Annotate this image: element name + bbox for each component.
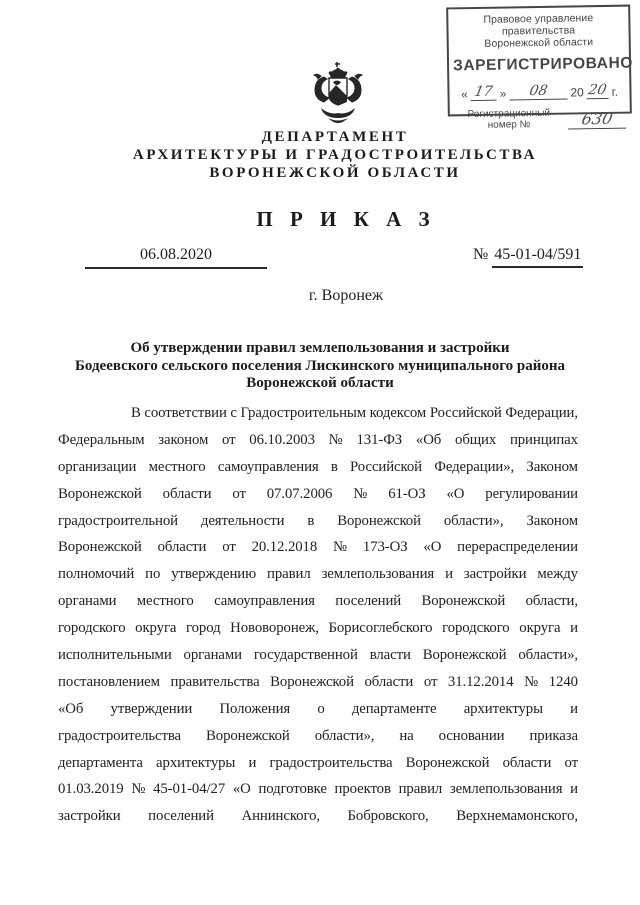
stamp-month-value: 08 bbox=[527, 82, 549, 100]
body-line: полномочий по утверждению правил землепользования и застройки между bbox=[58, 566, 578, 583]
doc-subject-title bbox=[58, 340, 582, 393]
stamp-date-row bbox=[453, 82, 625, 102]
stamp-regnumber-label: Регистрационный номер № bbox=[467, 107, 551, 131]
doc-number-field bbox=[473, 246, 583, 264]
stamp-day-value: 17 bbox=[473, 83, 495, 101]
stamp-year-prefix: 20 bbox=[570, 85, 584, 100]
org-name-line: ДЕПАРТАМЕНТ bbox=[261, 129, 409, 145]
coat-of-arms-icon bbox=[308, 62, 368, 124]
body-line: исполнительными органами государственной власти Воронежской области», bbox=[58, 647, 578, 664]
org-name bbox=[60, 128, 610, 182]
body-line: постановлением правительства Воронежской области от 31.12.2014 № 1240 bbox=[58, 673, 578, 690]
org-name-line: АРХИТЕКТУРЫ И ГРАДОСТРОИТЕЛЬСТВА bbox=[132, 147, 538, 163]
body-line: Воронежской области от 20.12.2018 № 173-ОЗ «О перераспределении bbox=[58, 539, 578, 556]
org-name-line: ВОРОНЕЖСКОЙ ОБЛАСТИ bbox=[209, 165, 461, 181]
body-line: 01.03.2019 № 45-01-04/27 «О подготовке проектов правил землепользования и bbox=[58, 781, 578, 798]
body-line: Федеральным законом от 06.10.2003 № 131-ФЗ «Об общих принципах bbox=[58, 431, 578, 448]
body-line: застройки поселений Аннинского, Бобровского, Верхнемамонского, bbox=[58, 808, 578, 825]
doc-date-field: 06.08.2020 bbox=[85, 246, 267, 269]
body-line: градостроительной деятельности в Воронежской области», Законом bbox=[58, 512, 578, 529]
stamp-quote-open: « bbox=[460, 87, 468, 102]
stamp-year-label: г. bbox=[611, 84, 619, 99]
stamp-org-line2: Воронежской области bbox=[484, 36, 594, 50]
subject-line: Об утверждении правил землепользования и застройки bbox=[130, 340, 510, 356]
subject-line: Воронежской области bbox=[246, 375, 394, 391]
stamp-regnumber-field bbox=[568, 109, 626, 130]
body-line: департамента архитектуры и градостроительства Воронежской области от bbox=[58, 754, 578, 771]
body-line: органами местного самоуправления поселений Воронежской области, bbox=[58, 593, 578, 610]
stamp-day-field bbox=[471, 84, 497, 101]
body-line: организации местного самоуправления в Российской Федерации», Законом bbox=[58, 458, 578, 475]
doc-number-label: № bbox=[473, 246, 489, 263]
doc-city: г. Воронеж bbox=[308, 287, 384, 304]
stamp-org-line1: Правовое управление правительства bbox=[483, 12, 594, 38]
stamp-year-value: 20 bbox=[587, 81, 609, 99]
body-line: градостроительства Воронежской области», на основании приказа bbox=[58, 727, 578, 744]
body-line: «Об утверждении Положения о департаменте архитектуры и bbox=[58, 700, 578, 717]
stamp-regnumber-value: 630 bbox=[579, 108, 615, 129]
body-paragraph bbox=[58, 400, 578, 830]
stamp-month-field bbox=[509, 83, 567, 101]
subject-line: Бодеевского сельского поселения Лискинского муниципального района bbox=[74, 357, 566, 374]
doc-number-value: 45-01-04/591 bbox=[492, 246, 583, 268]
stamp-registered-label: ЗАРЕГИСТРИРОВАНО bbox=[452, 54, 634, 75]
registration-stamp bbox=[446, 5, 634, 131]
stamp-quote-close: » bbox=[499, 86, 507, 101]
body-line: В соответствии с Градостроительным кодексом Российской Федерации, bbox=[131, 405, 578, 421]
body-line: городского округа город Нововоронеж, Борисоглебского городского округа и bbox=[58, 620, 578, 637]
stamp-year-field bbox=[587, 82, 609, 99]
body-line: Воронежской области от 07.07.2006 № 61-ОЗ «О регулировании bbox=[58, 485, 578, 502]
doc-type-title: П Р И К А З bbox=[256, 207, 436, 231]
